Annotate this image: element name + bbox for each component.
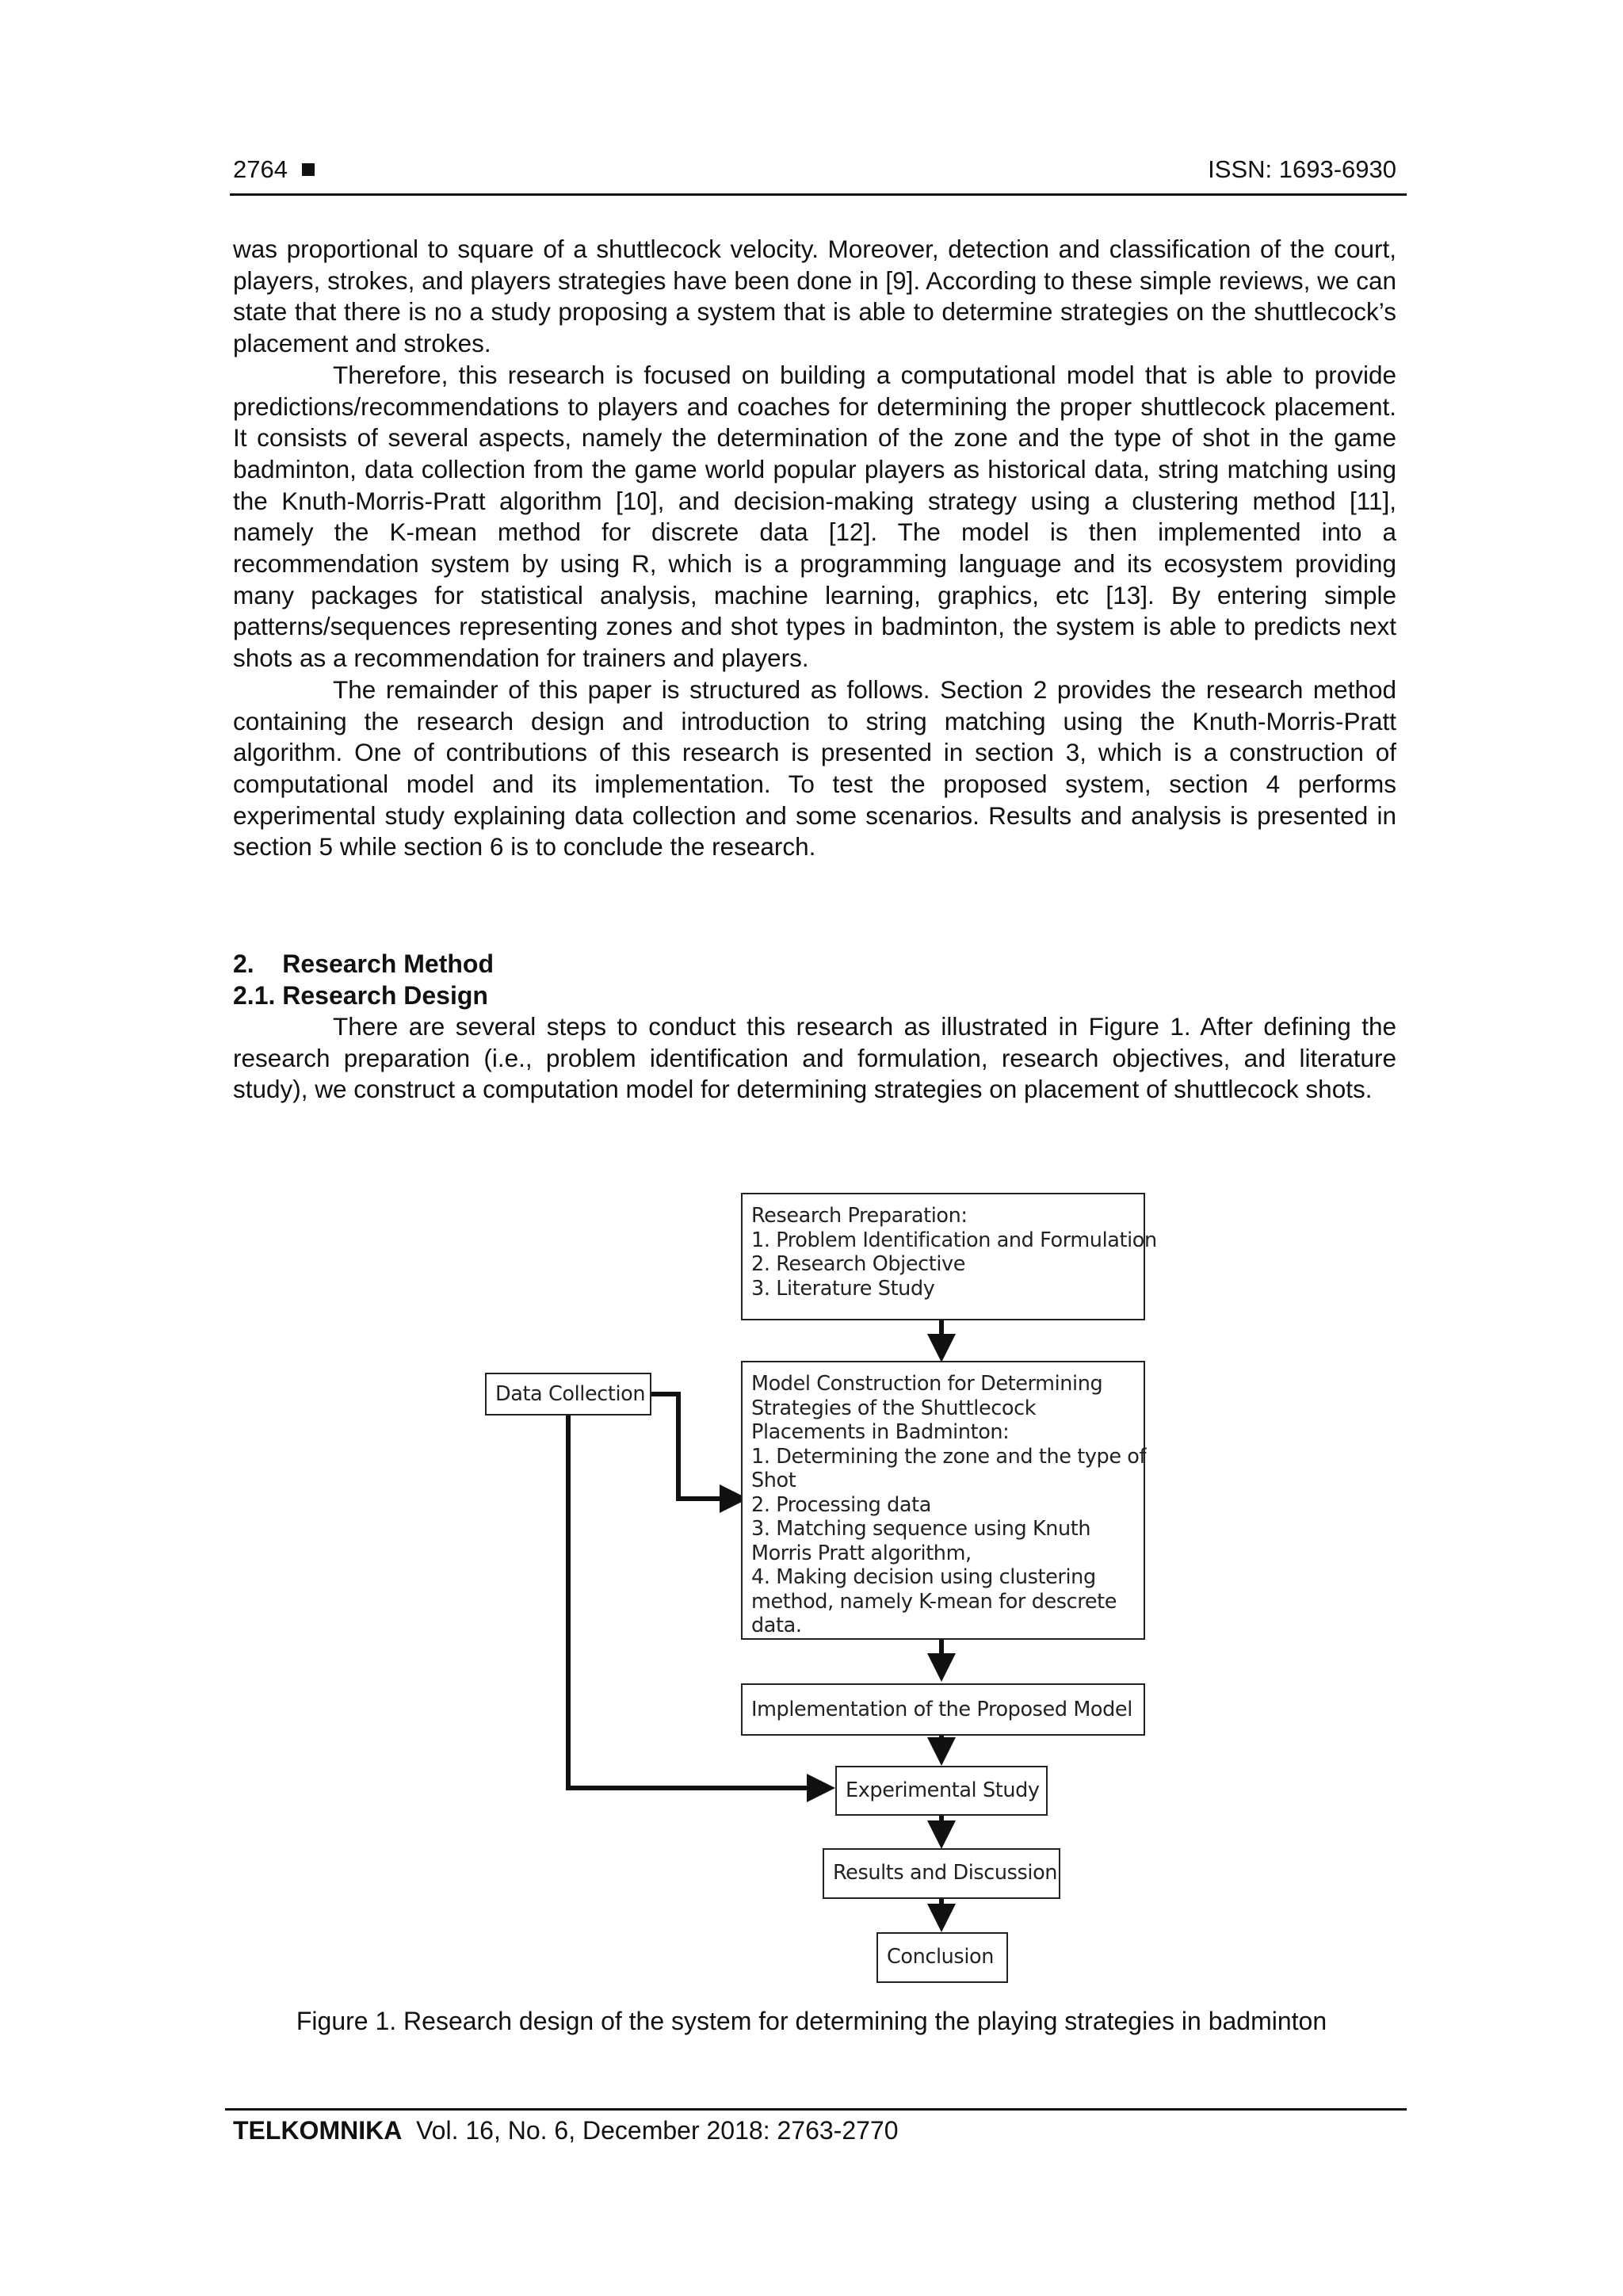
paragraph: was proportional to square of a shuttlecock velocity. Moreover, detection and classification of the court, players, strokes, and players strategies have been done in [9]. According to these simple reviews, we can state that there is no a study proposing a system that is able to determine strategies on the shuttlecock’s placement and strokes. [233, 235, 1396, 358]
issn: ISSN: 1693-6930 [1208, 155, 1396, 183]
box-line: 1. Determining the zone and the type of [751, 1444, 1147, 1469]
box-line: Morris Pratt algorithm, [751, 1541, 972, 1565]
conclusion-box [876, 1932, 1008, 1983]
box-title: Data Collection [495, 1382, 646, 1406]
box-item: 1. Problem Identification and Formulation [751, 1228, 1157, 1252]
experimental-study-box [835, 1766, 1048, 1816]
box-line: 3. Matching sequence using Knuth [751, 1517, 1091, 1541]
footer [233, 2116, 899, 2145]
box-title: Research Preparation: [751, 1204, 968, 1228]
box-title: Implementation of the Proposed Model [751, 1698, 1132, 1721]
paragraph: The remainder of this paper is structured as follows. Section 2 provides the research method containing the research design and introduction to string matching using the Knuth-Morris-Pratt algorithm. One of contributions of this research is presented in section 3, which is a construction of computational model and its implementation. To test the proposed system, section 4 performs experimental study explaining data collection and some scenarios. Results and analysis is presented in section 5 while section 6 is to conclude the research. [233, 674, 1396, 861]
paragraph: Therefore, this research is focused on building a computational model that is able to provide predictions/recommendations to players and coaches for determining the proper shuttlecock placement. It consists of several aspects, namely the determination of the zone and the type of shot in the game badminton, data collection from the game world popular players as historical data, string matching using the Knuth-Morris-Pratt algorithm [10], and decision-making strategy using a clustering method [11], namely the K-mean method for discrete data [12]. The model is then implemented into a recommendation system by using R, which is a programming language and its ecosystem providing many packages for statistical analysis, machine learning, graphics, etc [13]. By entering simple patterns/sequences representing zones and shot types in badminton, the system is able to predicts next shots as a recommendation for trainers and players. [233, 360, 1396, 673]
results-discussion-box [823, 1848, 1060, 1899]
box-line: 4. Making decision using clustering [751, 1565, 1096, 1589]
figure-caption: Figure 1. Research design of the system for determining the playing strategies in badminton [296, 2007, 1327, 2035]
box-title: Results and Discussion [833, 1861, 1058, 1885]
model-construction-box [741, 1361, 1145, 1640]
box-item: 3. Literature Study [751, 1276, 935, 1301]
box-line: 2. Processing data [751, 1492, 931, 1517]
journal-info: Vol. 16, No. 6, December 2018: 2763-2770 [416, 2116, 899, 2145]
box-line: Model Construction for Determining [751, 1372, 1103, 1396]
box-line: Shot [751, 1469, 796, 1492]
research-preparation-box [741, 1193, 1157, 1320]
footer-rule [225, 2108, 1407, 2111]
box-item: 2. Research Objective [751, 1252, 966, 1276]
box-line: data. [751, 1614, 802, 1637]
box-line: method, namely K-mean for descrete [751, 1589, 1117, 1614]
arrow-data-to-model [651, 1394, 736, 1499]
journal-name: TELKOMNIKA [233, 2116, 403, 2145]
box-line: Strategies of the Shuttlecock [751, 1396, 1037, 1420]
box-title: Experimental Study [846, 1778, 1040, 1802]
box-title: Conclusion [887, 1945, 994, 1969]
data-collection-box [485, 1373, 651, 1415]
section-heading: 2. Research Method [233, 949, 494, 978]
paragraph: There are several steps to conduct this research as illustrated in Figure 1. After defining the research preparation (i.e., problem identification and formulation, research objectives, and literature study), we construct a computation model for determining strategies on placement of shuttlecock shots. [233, 1012, 1396, 1104]
subsection-heading: 2.1. Research Design [233, 981, 488, 1010]
box-line: Placements in Badminton: [751, 1420, 1010, 1444]
implementation-box [741, 1683, 1145, 1736]
page-number: 2764 [233, 155, 315, 184]
